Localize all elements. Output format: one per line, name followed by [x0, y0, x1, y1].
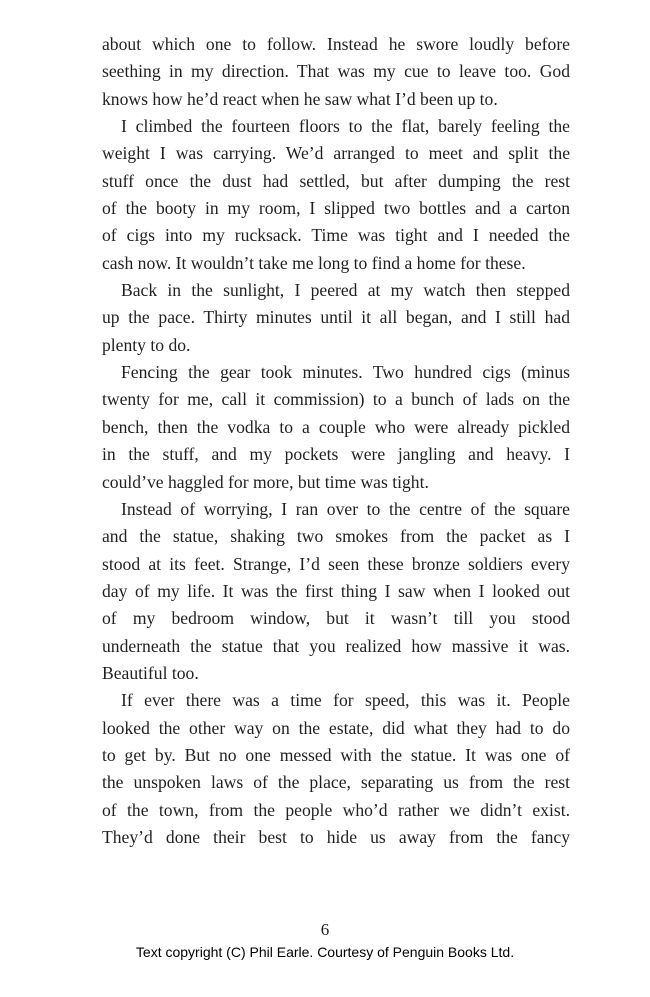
text-line: stood at its feet. Strange, I’d seen these bronze soldiers every [102, 553, 570, 574]
text-line: knows how he’d react when he saw what I’d been up to. [102, 88, 498, 109]
text-line: looked the other way on the estate, did what they had to do [102, 717, 570, 738]
text-line: of the booty in my room, I slipped two bottles and a carton [102, 198, 570, 219]
text-line: to get by. But no one messed with the statue. It was one of [102, 744, 570, 765]
text-line: weight I was carrying. We’d arranged to meet and split the [102, 143, 570, 164]
text-line: plenty to do. [102, 334, 191, 355]
text-line: the unspoken laws of the place, separating us from the rest [102, 772, 570, 793]
text-line: bench, then the vodka to a couple who were already pickled [102, 416, 570, 437]
text-line: day of my life. It was the first thing I saw when I looked out [102, 580, 570, 601]
text-line: stuff once the dust had settled, but after dumping the rest [102, 170, 570, 191]
text-line: could’ve haggled for more, but time was tight. [102, 471, 429, 492]
body-text [102, 31, 570, 851]
text-line: Beautiful too. [102, 662, 199, 683]
text-line: twenty for me, call it commission) to a bunch of lads on the [102, 389, 570, 410]
text-line: about which one to follow. Instead he swore loudly before [102, 34, 570, 54]
text-line: cash now. It wouldn’t take me long to find a home for these. [102, 252, 526, 273]
text-line: of cigs into my rucksack. Time was tight and I needed the [102, 225, 570, 246]
text-line: If ever there was a time for speed, this was it. People [121, 690, 570, 711]
text-line: of the town, from the people who’d rather we didn’t exist. [102, 799, 570, 820]
text-line: of my bedroom window, but it wasn’t till you stood [102, 608, 570, 629]
text-line: in the stuff, and my pockets were jangling and heavy. I [102, 444, 570, 465]
text-line: and the statue, shaking two smokes from the packet as I [102, 526, 570, 547]
text-line: underneath the statue that you realized how massive it was. [102, 635, 570, 656]
page-number: 6 [320, 920, 330, 939]
copyright-notice: Text copyright (C) Phil Earle. Courtesy of Penguin Books Ltd. [135, 944, 515, 960]
text-line: seething in my direction. That was my cue to leave too. God [102, 61, 570, 82]
text-line: Instead of worrying, I ran over to the centre of the square [121, 498, 570, 519]
text-line: They’d done their best to hide us away from the fancy [102, 826, 570, 847]
text-line: Fencing the gear took minutes. Two hundred cigs (minus [121, 362, 570, 383]
text-line: Back in the sunlight, I peered at my watch then stepped [121, 280, 570, 301]
text-line: I climbed the fourteen floors to the flat, barely feeling the [121, 116, 570, 137]
text-line: up the pace. Thirty minutes until it all began, and I still had [102, 307, 570, 328]
